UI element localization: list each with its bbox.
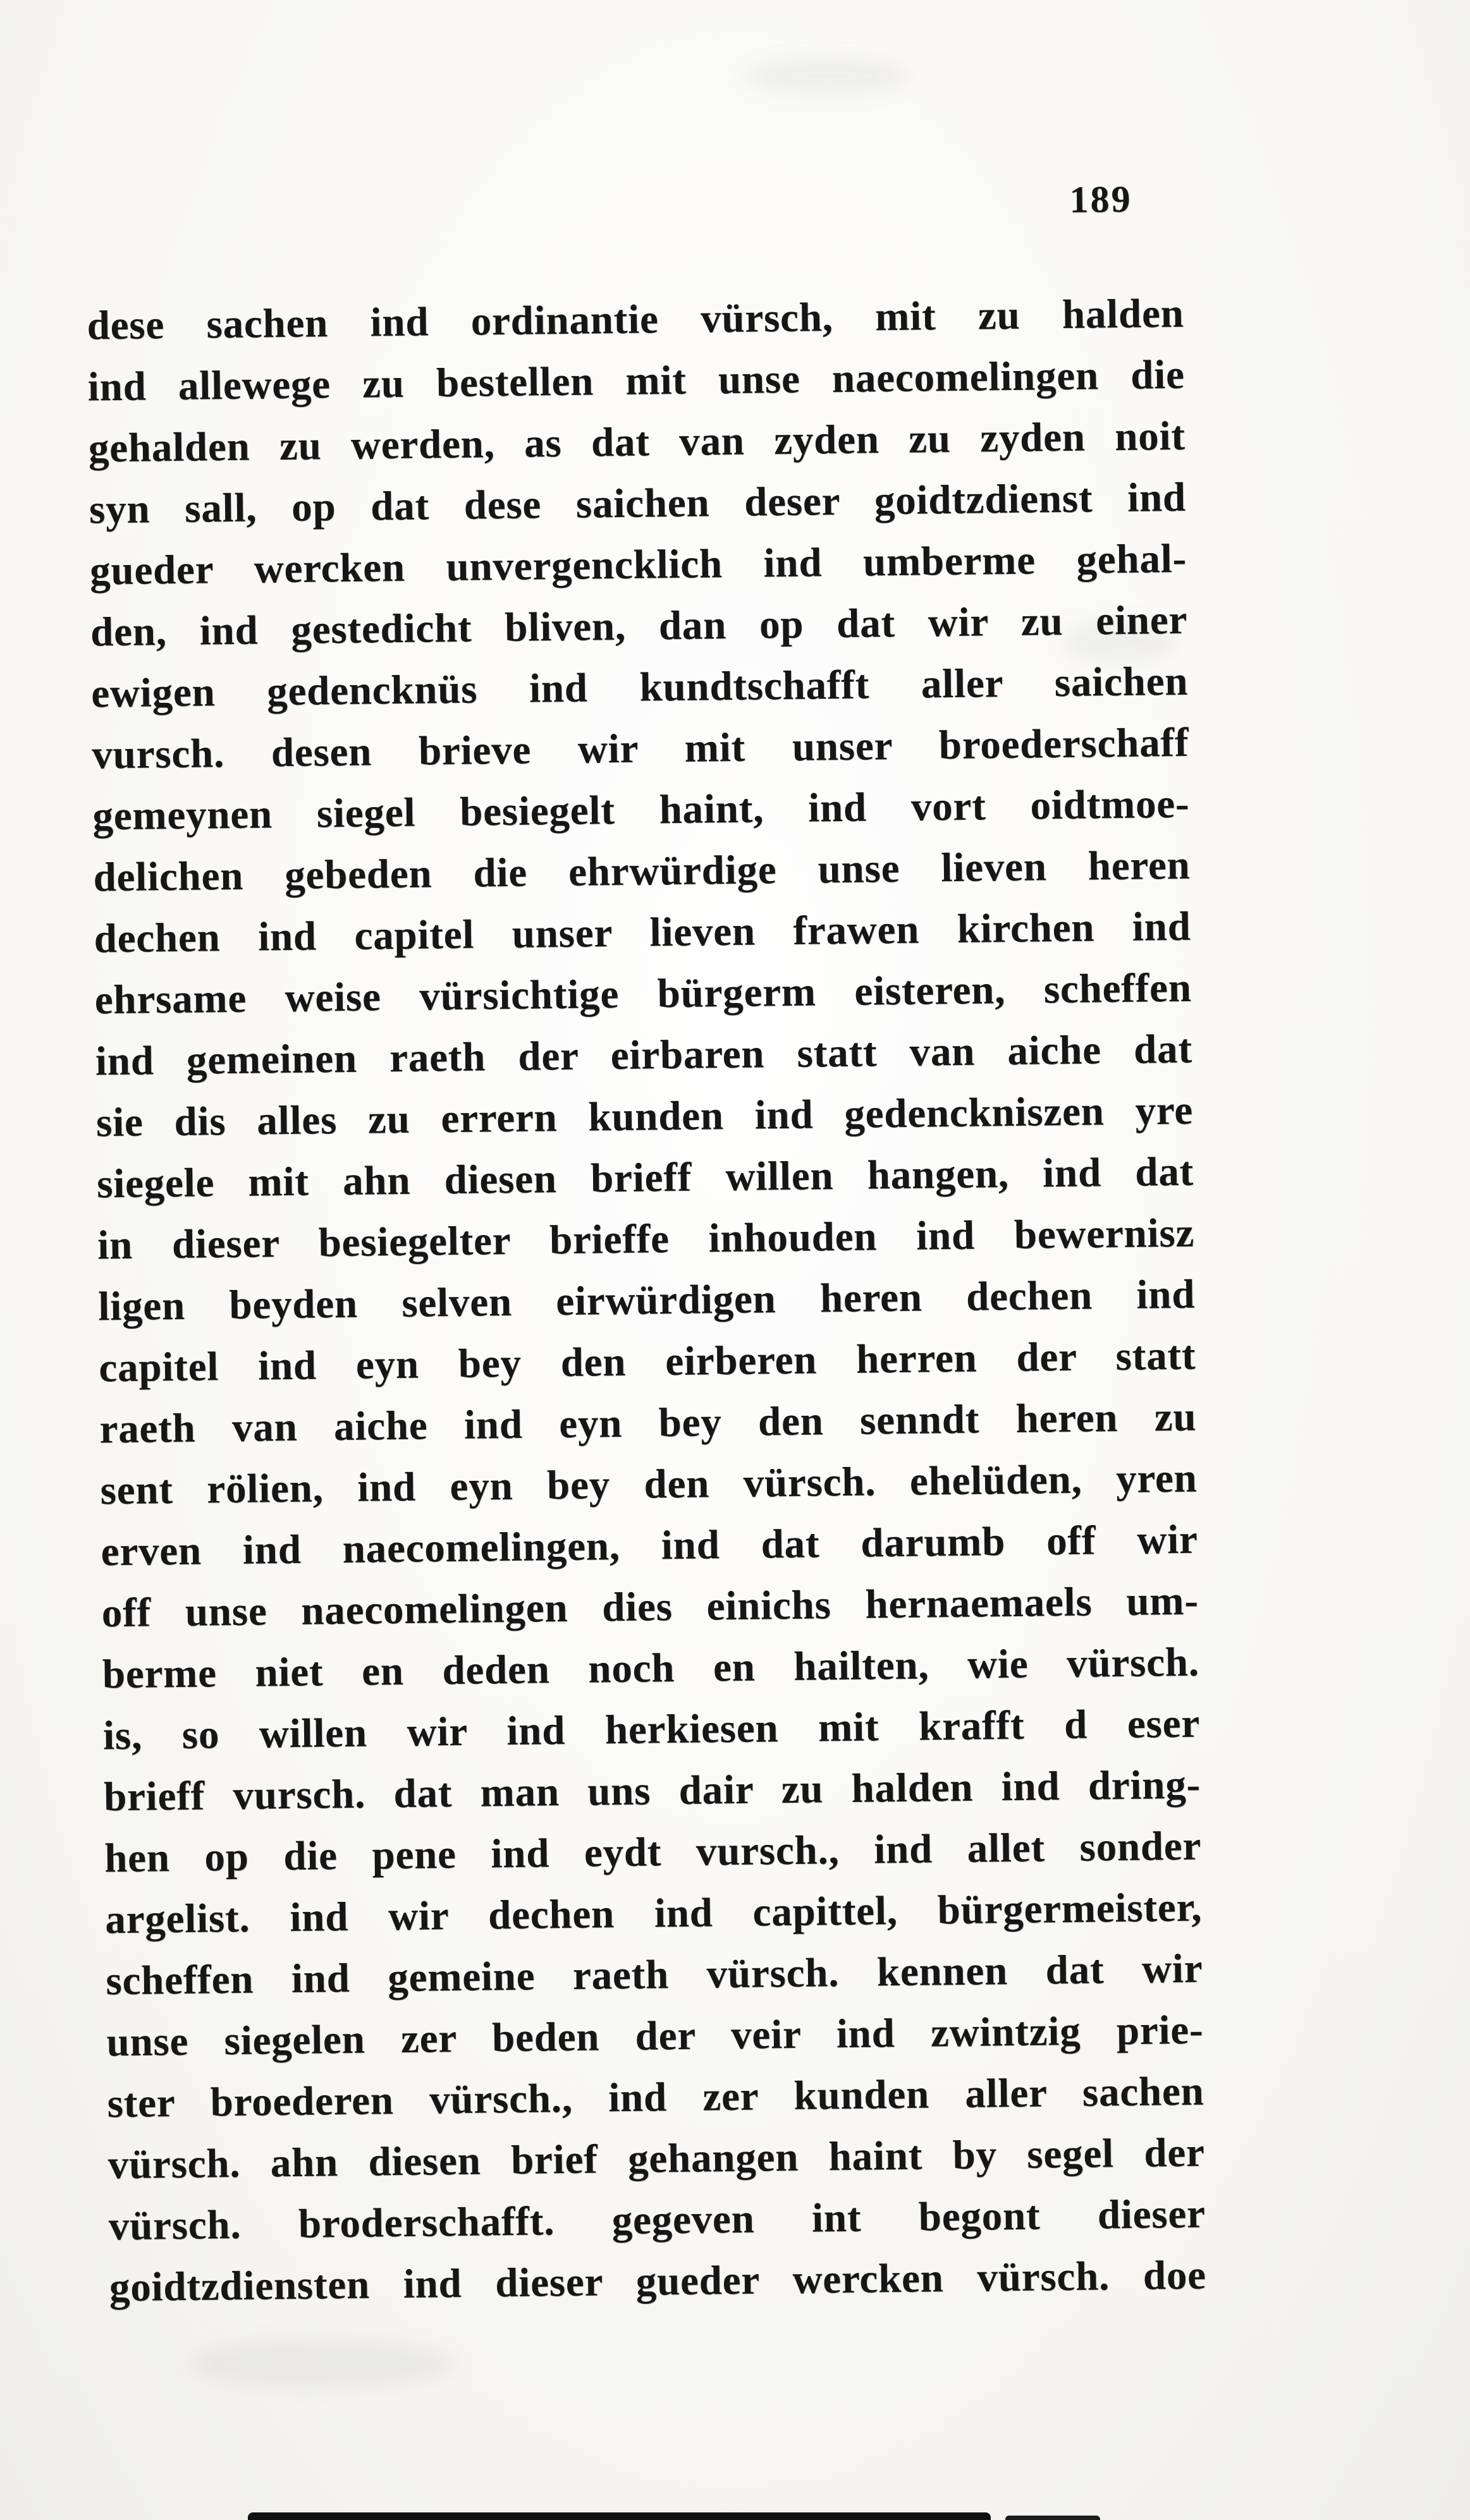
scan-edge-artifact: [1005, 2516, 1100, 2520]
text-line: ind gemeinen raeth der eirbaren statt van aiche dat: [95, 1026, 1193, 1085]
text-line: vürsch. ahn diesen brief gehangen haint by segel der: [107, 2129, 1205, 2188]
text-line: off unse naecomelingen dies einichs hernaemaels um-: [101, 1578, 1199, 1636]
text-line: ind allewege zu bestellen mit unse naecomelingen die: [87, 351, 1185, 410]
text-line: ehrsame weise vürsichtige bürgerm eisteren, scheffen: [94, 965, 1192, 1023]
text-line: ewigen gedencknüs ind kundtschafft aller saichen: [90, 658, 1189, 717]
text-line: syn sall, op dat dese saichen deser goidtzdienst ind: [89, 474, 1187, 533]
text-line: berme niet en deden noch en hailten, wie vürsch.: [102, 1639, 1200, 1698]
text-line: vursch. desen brieve wir mit unser broederschaff: [91, 719, 1189, 778]
body-text: [87, 283, 1206, 2318]
scan-edge-artifact: [248, 2512, 991, 2520]
text-line: hen op die pene ind eydt vursch., ind allet sonder: [104, 1823, 1202, 1882]
text-line: goidtzdiensten ind dieser gueder wercken vürsch. doe: [109, 2252, 1207, 2311]
text-line: argelist. ind wir dechen ind capittel, bürgermeister,: [104, 1884, 1203, 1943]
text-line: siegele mit ahn diesen brieff willen hangen, ind dat: [96, 1148, 1194, 1207]
text-line: erven ind naecomelingen, ind dat darumb off wir: [101, 1516, 1198, 1575]
text-line: brieff vursch. dat man uns dair zu halden ind dring-: [103, 1762, 1201, 1820]
text-line: dese sachen ind ordinantie vürsch, mit zu halden: [87, 290, 1184, 349]
text-line: delichen gebeden die ehrwürdige unse lieven heren: [93, 842, 1191, 901]
text-line: capitel ind eyn bey den eirberen herren der statt: [98, 1332, 1196, 1391]
text-line: scheffen ind gemeine raeth vürsch. kennen dat wir: [105, 1945, 1203, 2004]
text-line: ligen beyden selven eirwürdigen heren dechen ind: [97, 1271, 1196, 1330]
text-line: is, so willen wir ind herkiesen mit krafft d eser: [102, 1700, 1201, 1759]
text-line: unse siegelen zer beden der veir ind zwintzig prie-: [106, 2007, 1204, 2066]
text-line: ster broederen vürsch., ind zer kunden aller sachen: [107, 2068, 1204, 2127]
text-line: vürsch. broderschafft. gegeven int begont dieser: [108, 2191, 1206, 2249]
text-line: den, ind gestedicht bliven, dan op dat wir zu einer: [90, 597, 1188, 655]
text-line: dechen ind capitel unser lieven frawen kirchen ind: [94, 903, 1191, 962]
text-line: gehalden zu werden, as dat van zyden zu zyden noit: [88, 413, 1186, 472]
text-line: in dieser besiegelter brieffe inhouden ind bewernisz: [97, 1210, 1195, 1269]
page-number: 189: [1069, 178, 1132, 221]
text-line: raeth van aiche ind eyn bey den senndt heren zu: [99, 1394, 1197, 1452]
text-line: gemeynen siegel besiegelt haint, ind vort oidtmoe-: [92, 781, 1190, 839]
text-line: sent rölien, ind eyn bey den vürsch. ehelüden, yren: [100, 1455, 1197, 1514]
text-line: sie dis alles zu errern kunden ind gedenckniszen yre: [95, 1087, 1194, 1146]
text-line: gueder wercken unvergencklich ind umberme gehal-: [89, 535, 1187, 594]
